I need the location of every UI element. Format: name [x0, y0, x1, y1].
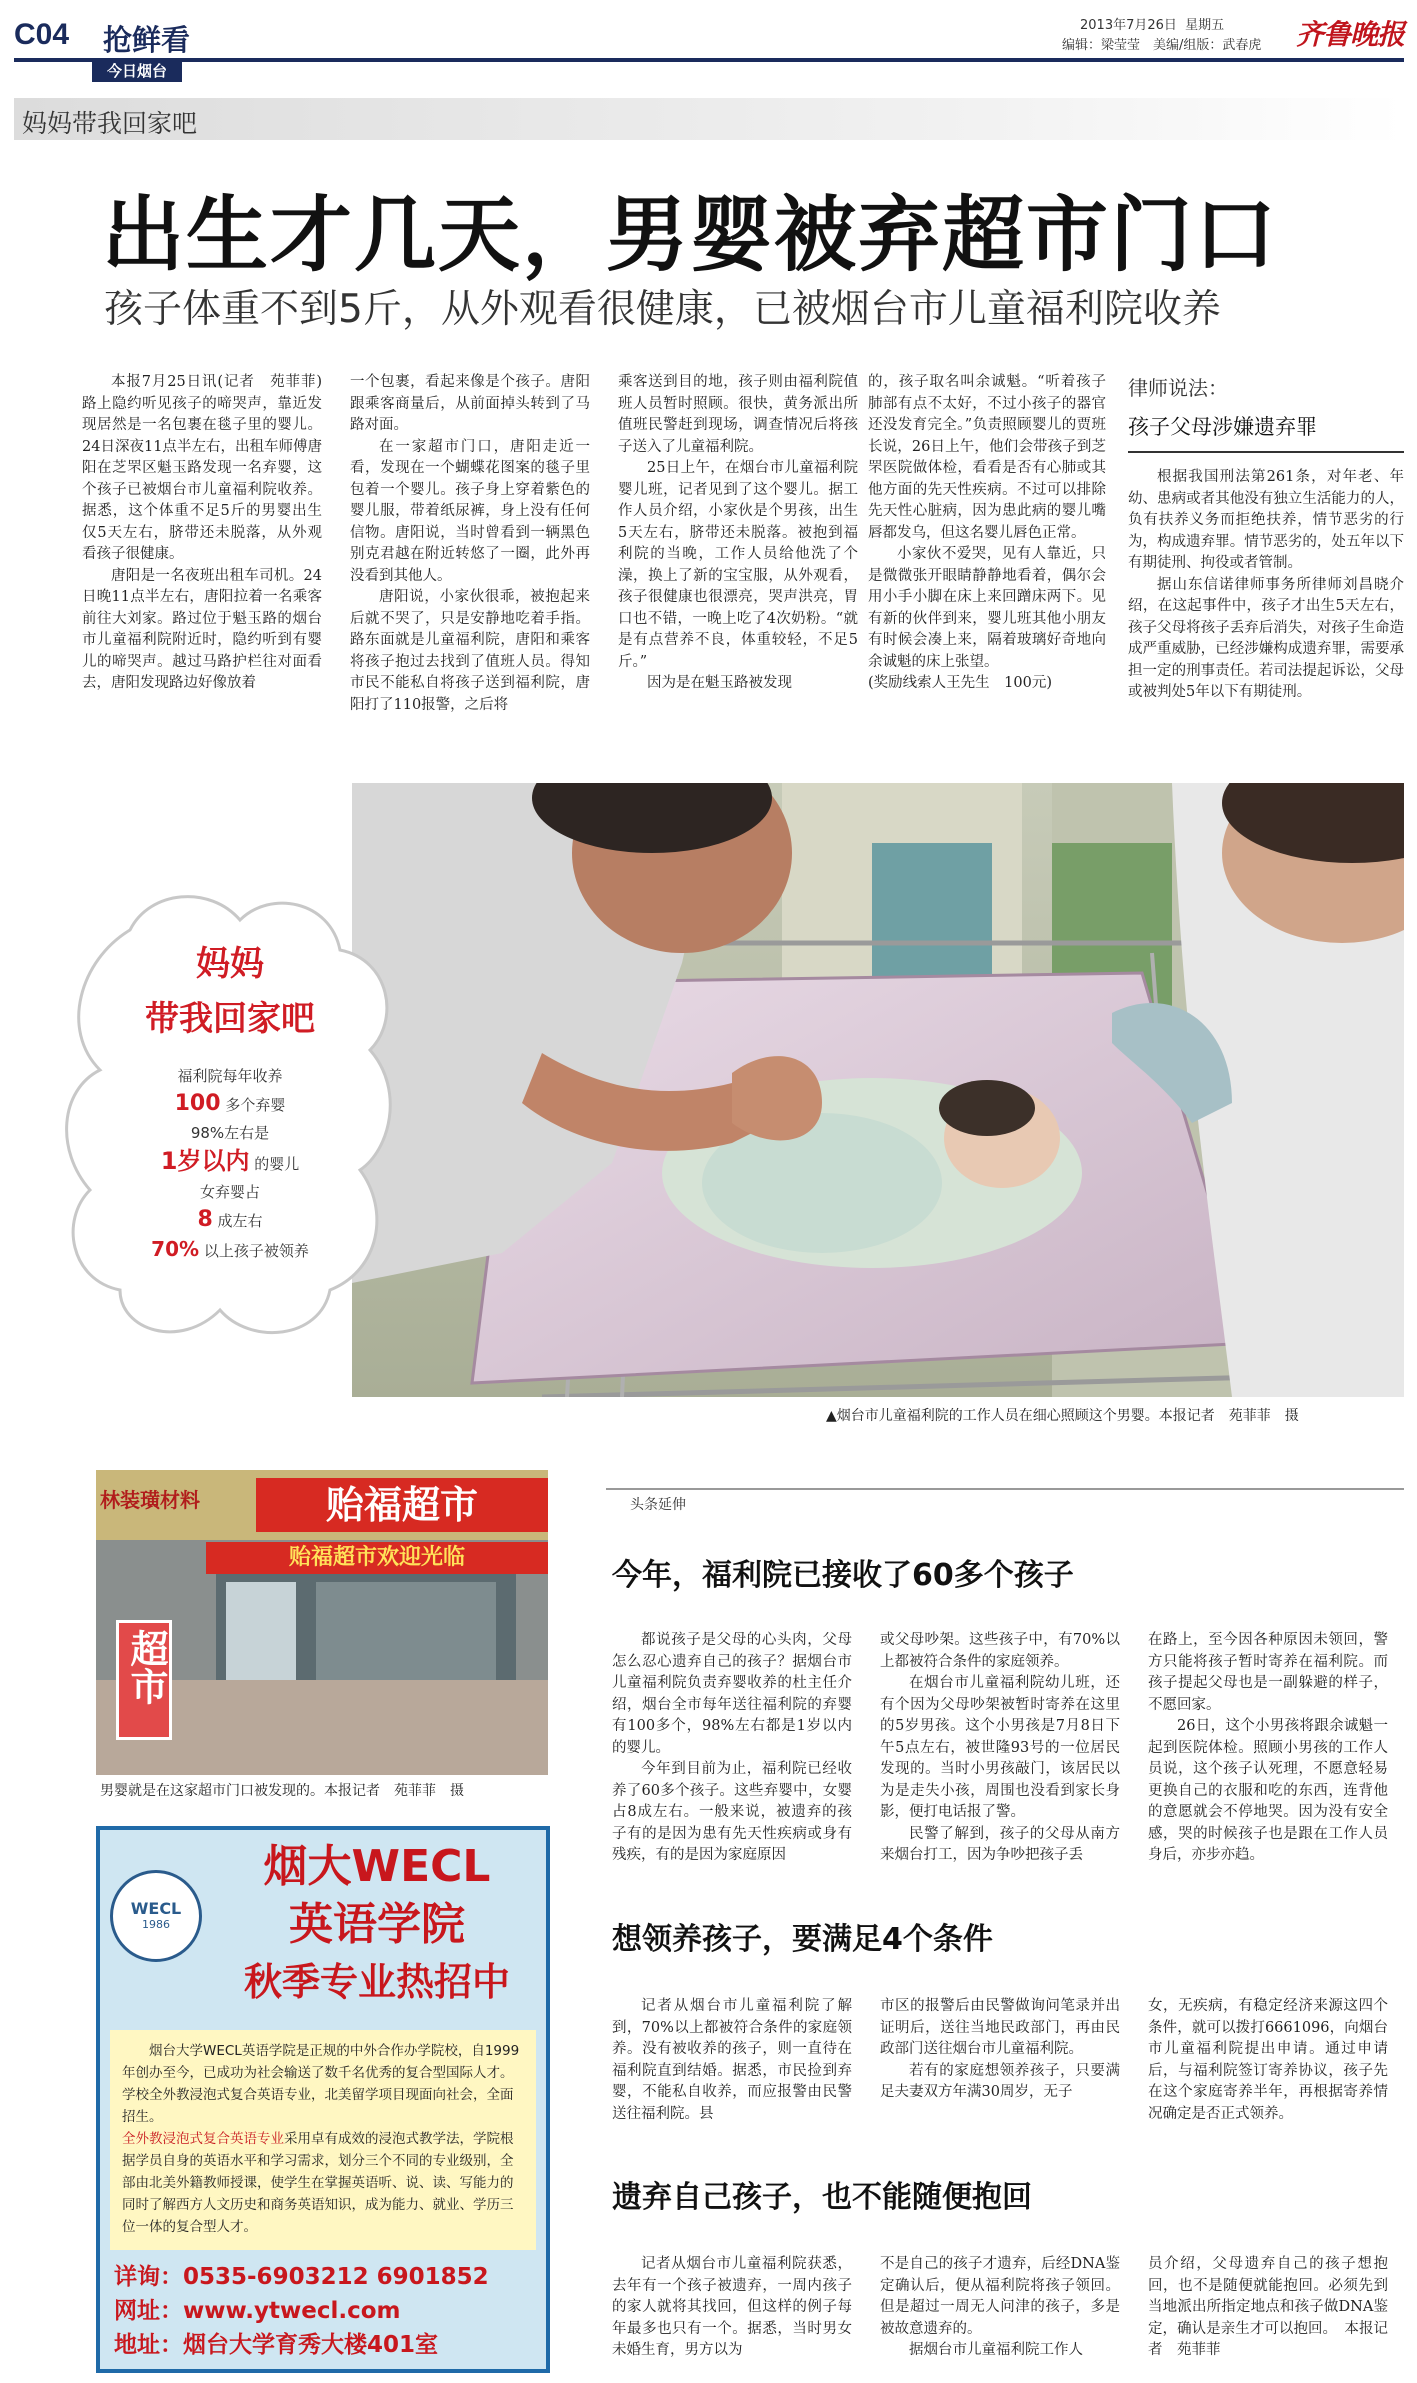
nursery-scene-image	[352, 783, 1404, 1397]
ext-headline-1: 今年，福利院已接收了60多个孩子	[612, 1558, 1074, 1593]
ext-paragraph: 不是自己的孩子才遗弃，后经DNA鉴定确认后，便从福利院将孩子领回。但是超过一周无人问津的孩子，多是被故意遗弃的。	[880, 2256, 1120, 2337]
ext-s3-col2	[880, 2254, 1120, 2362]
ad-headline-3: 秋季专业热招中	[243, 1960, 510, 2004]
cloud-stat: 98%左右是	[190, 1124, 270, 1142]
section-title: 抢鲜看	[103, 23, 191, 57]
cloud-stat-value: 70%	[151, 1237, 200, 1261]
ext-s1-col1	[612, 1630, 852, 1867]
store-sign-main: 贻福超市	[256, 1478, 548, 1532]
store-photo-caption: 男婴就是在这家超市门口被发现的。本报记者 苑菲菲 摄	[100, 1783, 464, 1799]
lawyer-paragraph: 根据我国刑法第261条，对年老、年幼、患病或者其他没有独立生活能力的人，负有扶养义务而拒绝扶养，情节恶劣的行为，构成遗弃罪。情节恶劣的，处五年以下有期徒刑、拘役或者管制。	[1128, 469, 1404, 571]
ext-paragraph: 记者从烟台市儿童福利院获悉，去年有一个孩子被遗弃，一周内孩子的家人就将其找回，但这样的例子每年最多也只有一个。据悉，当时男女未婚生育，男方以为	[612, 2256, 852, 2358]
store-banner: 贻福超市欢迎光临	[206, 1542, 548, 1574]
subsection-tab	[92, 60, 182, 82]
ext-headline-3: 遗弃自己孩子，也不能随便抱回	[612, 2180, 1032, 2215]
ext-paragraph: 若有的家庭想领养孩子，只要满足夫妻双方年满30周岁，无子	[880, 2062, 1120, 2100]
main-photo	[352, 783, 1404, 1397]
ad-headline-1: 烟大WECL	[263, 1841, 491, 1892]
ext-s2-col2	[880, 1996, 1120, 2104]
ext-paragraph: 都说孩子是父母的心头肉，父母怎么忍心遗弃自己的孩子？据烟台市儿童福利院负责弃婴收养的杜主任介绍，烟台全市每年送往福利院的弃婴有100多个，98%左右都是1岁以内的婴儿。	[612, 1632, 852, 1756]
ext-s3-col1	[612, 2254, 852, 2362]
ad-box	[96, 1826, 550, 2373]
store-sign-top: 林装璜材料	[100, 1488, 200, 1512]
ext-s1-col3	[1148, 1630, 1388, 1867]
page-code: C04	[14, 18, 70, 51]
cloud-stat-value: 100	[174, 1091, 221, 1116]
cloud-title-line2: 带我回家吧	[145, 999, 315, 1039]
ad-logo-text: WECL	[130, 1899, 182, 1918]
story-col-2	[350, 372, 590, 716]
ext-paragraph: 据烟台市儿童福利院工作人	[909, 2342, 1083, 2358]
ad-website: 网址：www.ytwecl.com	[114, 2298, 401, 2324]
ad-phone: 详询：0535-6903212 6901852	[114, 2264, 489, 2290]
story-paragraph: 因为是在魁玉路被发现	[647, 675, 792, 691]
lawyer-paragraph: 据山东信诺律师事务所律师刘昌晓介绍，在这起事件中，孩子才出生5天左右，孩子父母将孩子丢弃后消失，对孩子生命造成严重威胁，已经涉嫌构成遗弃罪，需要承担一定的刑事责任。若司法提起诉讼，父母或被判处5年以下有期徒刑。	[1128, 576, 1404, 700]
story-paragraph: 的，孩子取名叫余诚魁。“听着孩子肺部有点不太好，不过小孩子的器官还没发育完全。”负责照顾婴儿的贾班长说，26日上午，他们会带孩子到芝罘医院做体检，看看是否有心肺或其他方面的先天性疾病。不过可以排除先天性心脏病，因为患此病的婴儿嘴唇都发乌，但这名婴儿唇色正常。	[868, 374, 1106, 541]
cloud-infographic: 妈妈 带我回家吧 福利院每年收养 100 多个弃婴 98%左右是 1岁以内 的婴儿 女弃婴占 8 成左右 70% 以上孩子被领养	[60, 890, 400, 1350]
ext-paragraph: 女，无疾病，有稳定经济来源这四个条件，就可以拨打6661096，向烟台市儿童福利院提出申请。通过申请后，与福利院签订寄养协议，孩子先在这个家庭寄养半年，再根据寄养情况确定是否正式领养。	[1148, 1998, 1388, 2122]
story-paragraph: 唐阳是一名夜班出租车司机。24日晚11点半左右，唐阳拉着一名乘客前往大刘家。路过位于魁玉路的烟台市儿童福利院附近时，隐约听到有婴儿的啼哭声。越过马路护栏往对面看去，唐阳发现路边好像放着	[82, 567, 322, 691]
headline-subtitle: 孩子体重不到5斤，从外观看很健康，已被烟台市儿童福利院收养	[104, 287, 1221, 332]
lawyer-title: 孩子父母涉嫌遗弃罪	[1128, 415, 1317, 439]
story-paragraph: 小家伙不爱哭，见有人靠近，只是微微张开眼睛静静地看着，偶尔会用小手小脚在床上来回蹭床两下。见有新的伙伴到来，婴儿班其他小朋友有时候会凑上来，隔着玻璃好奇地向余诚魁的床上张望。	[868, 546, 1106, 670]
ext-paragraph: 员介绍，父母遗弃自己的孩子想抱回，也不是随便就能抱回。必须先到当地派出所指定地点和孩子做DNA鉴定，确认是亲生才可以抱回。 本报记者 苑菲菲	[1148, 2256, 1388, 2358]
extension-label: 头条延伸	[630, 1497, 686, 1513]
ad-logo-year: 1986	[142, 1918, 170, 1931]
ad-logo	[110, 1870, 202, 1962]
ad-headline-2: 英语学院	[289, 1899, 465, 1950]
lawyer-kicker: 律师说法：	[1128, 376, 1228, 400]
cloud-stat: 女弃婴占	[199, 1183, 260, 1201]
ad-body: 烟台大学WECL英语学院是正规的中外合作办学院校，自1999年创办至今，已成功为社会输送了数千名优秀的复合型国际人才。学校全外教浸泡式复合英语专业，北美留学项目现面向社会，全面招生。	[122, 2043, 520, 2125]
cloud-stat: 福利院每年收养	[177, 1067, 283, 1085]
ext-headline-2: 想领养孩子，要满足4个条件	[612, 1922, 993, 1957]
store-photo	[96, 1470, 548, 1775]
ext-paragraph: 26日，这个小男孩将跟余诚魁一起到医院体检。照顾小男孩的工作人员说，这个孩子认死理，不愿意轻易更换自己的衣服和吃的东西，连背他的意愿就会不停地哭。因为没有安全感，哭的时候孩子也是跟在工作人员身后，亦步亦趋。	[1148, 1718, 1388, 1863]
main-photo-caption: ▲烟台市儿童福利院的工作人员在细心照顾这个男婴。本报记者 苑菲菲 摄	[826, 1408, 1299, 1424]
series-band	[14, 98, 1404, 140]
ext-s2-col1	[612, 1996, 852, 2125]
ext-paragraph: 在路上，至今因各种原因未领回，警方只能将孩子暂时寄养在福利院。而孩子提起父母也是一副躲避的样子，不愿回家。	[1148, 1632, 1388, 1713]
ext-paragraph: 民警了解到，孩子的父母从南方来烟台打工，因为争吵把孩子丢	[880, 1825, 1120, 1863]
extension-label-bar	[606, 1488, 1404, 1514]
ad-body-box	[110, 2030, 536, 2250]
masthead-logo: 齐鲁晚报	[1296, 18, 1405, 51]
ext-s1-col2	[880, 1630, 1120, 1867]
header-rule	[14, 58, 1404, 62]
ext-paragraph: 市区的报警后由民警做询问笔录并出证明后，送往当地民政部门，再由民政部门送往烟台市儿童福利院。	[880, 1998, 1120, 2057]
story-paragraph: 乘客送到目的地，孩子则由福利院值班人员暂时照顾。很快，黄务派出所值班民警赶到现场，调查情况后将孩子送入了儿童福利院。	[618, 374, 858, 455]
series-title: 妈妈带我回家吧	[22, 109, 198, 138]
lawyer-box	[1128, 372, 1404, 704]
header-editors: 编辑：梁莹莹 美编/组版：武春虎	[1062, 38, 1262, 53]
page-header	[0, 0, 1417, 92]
story-col-1	[82, 372, 337, 695]
ext-paragraph: 今年到目前为止，福利院已经收养了60多个孩子。这些弃婴中，女婴占8成左右。一般来说，被遗弃的孩子有的是因为患有先天性疾病或身有残疾，有的是因为家庭原因	[612, 1761, 852, 1863]
ad-body-highlight: 全外教浸泡式复合英语专业	[122, 2131, 284, 2147]
cloud-title-line1: 妈妈	[196, 944, 264, 984]
story-col-4	[868, 372, 1106, 695]
story-col-3	[618, 372, 858, 695]
story-paragraph: (奖励线索人王先生 100元)	[868, 675, 1052, 691]
story-paragraph: 25日上午，在烟台市儿童福利院婴儿班，记者见到了这个婴儿。据工作人员介绍，小家伙是个男孩，出生5天左右，脐带还未脱落。被抱到福利院的当晚，工作人员给他洗了个澡，换上了新的宝宝服，从外观看，孩子很健康也很漂亮，哭声洪亮，胃口也不错，一晚上吃了4次奶粉。“就是有点营养不良，体重较轻，不足5斤。”	[618, 460, 858, 670]
header-date: 2013年7月26日 星期五	[1080, 18, 1225, 33]
story-paragraph: 一个包裹，看起来像是个孩子。唐阳跟乘客商量后，从前面掉头转到了马路对面。	[350, 374, 590, 433]
ext-s2-col3	[1148, 1996, 1388, 2125]
ad-address: 地址：烟台大学育秀大楼401室	[114, 2332, 439, 2358]
story-paragraph: 唐阳说，小家伙很乖，被抱起来后就不哭了，只是安静地吃着手指。路东面就是儿童福利院，唐阳和乘客将孩子抱过去找到了值班人员。得知市民不能私自将孩子送到福利院，唐阳打了110报警，之后将	[350, 589, 590, 713]
ext-paragraph: 记者从烟台市儿童福利院了解到，70%以上都被符合条件的家庭领养。没有被收养的孩子，则一直待在福利院直到结婚。据悉，市民捡到弃婴，不能私自收养，而应报警由民警送往福利院。县	[612, 1998, 852, 2122]
ad-body: 采用卓有成效的浸泡式教学法，学院根据学员自身的英语水平和学习需求，划分三个不同的专业级别，全部由北美外籍教师授课，使学生在掌握英语听、说、读、写能力的同时了解西方人文历史和商务英语知识，成为能力、就业、学历三位一体的复合型人才。	[122, 2131, 514, 2235]
ext-s3-col3	[1148, 2254, 1388, 2362]
cloud-stat-value: 1岁以内	[160, 1147, 250, 1175]
ext-paragraph: 或父母吵架。这些孩子中，有70%以上都被符合条件的家庭领养。	[880, 1632, 1120, 1670]
lawyer-rule	[1128, 451, 1404, 453]
subsection-label: 今日烟台	[106, 62, 167, 80]
headline-title: 出生才几天，男婴被弃超市门口	[102, 188, 1279, 283]
story-paragraph: 本报7月25日讯(记者 苑菲菲) 路上隐约听见孩子的啼哭声，靠近发现居然是一名包裹在毯子里的婴儿。24日深夜11点半左右，出租车师傅唐阳在芝罘区魁玉路发现一名弃婴，这个孩子已被烟台市儿童福利院收养。据悉，这个体重不足5斤的男婴出生仅5天左右，脐带还未脱落，从外观看孩子很健康。	[82, 374, 337, 562]
cloud-stat-value: 8	[197, 1207, 213, 1232]
story-paragraph: 在一家超市门口，唐阳走近一看，发现在一个蝴蝶花图案的毯子里包着一个婴儿。孩子身上穿着紫色的婴儿服，带着纸尿裤，身上没有任何信物。唐阳说，当时曾看到一辆黑色别克君越在附近转悠了一圈，此外再没看到其他人。	[350, 438, 590, 584]
store-vertical-sign: 超市	[116, 1620, 172, 1740]
ext-paragraph: 在烟台市儿童福利院幼儿班，还有个因为父母吵架被暂时寄养在这里的5岁男孩。这个小男孩是7月8日下午5点左右，被世隆93号的一位居民发现的。当时小男孩敲门，该居民以为是走失小孩，周围也没看到家长身影，便打电话报了警。	[880, 1675, 1120, 1820]
